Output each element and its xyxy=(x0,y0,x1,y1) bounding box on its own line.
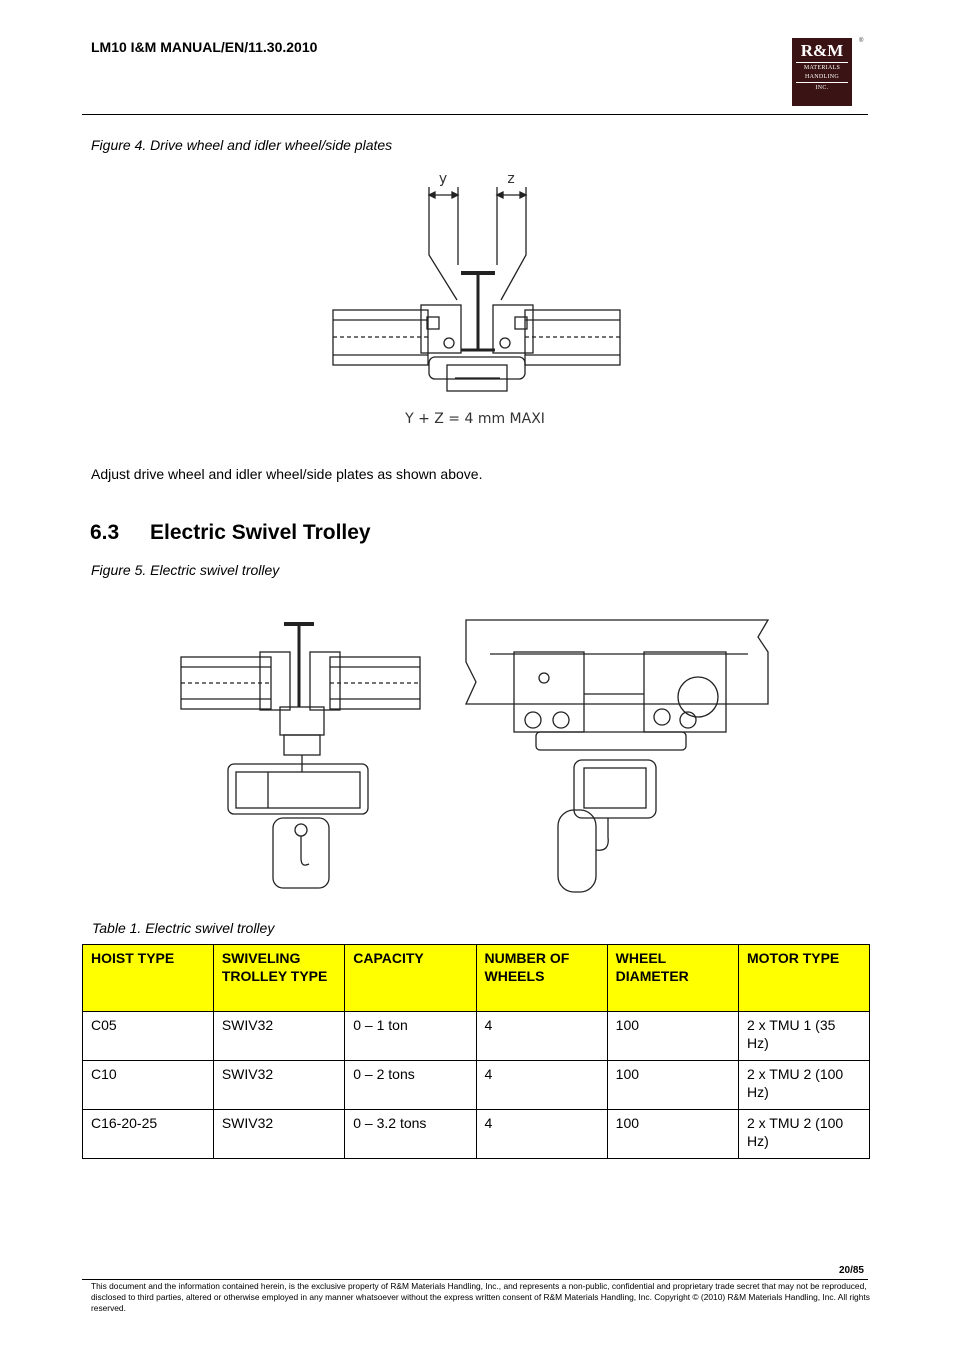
table-row xyxy=(83,1110,870,1159)
header-wheel-diameter: WHEEL DIAMETER xyxy=(607,945,738,1012)
figure-5-caption: Figure 5. Electric swivel trolley xyxy=(91,562,280,578)
logo-line-3: INC. xyxy=(796,82,848,92)
cell-wheel-count: 4 xyxy=(476,1110,607,1159)
section-number: 6.3 xyxy=(90,521,120,544)
cell-hoist-type: C10 xyxy=(83,1061,214,1110)
cell-wheel-diameter: 100 xyxy=(607,1061,738,1110)
cell-trolley-type: SWIV32 xyxy=(213,1110,344,1159)
cell-capacity: 0 – 1 ton xyxy=(345,1012,476,1061)
page-number: 20/85 xyxy=(838,1265,864,1276)
company-logo xyxy=(792,38,852,106)
cell-wheel-count: 4 xyxy=(476,1061,607,1110)
cell-motor-type: 2 x TMU 1 (35 Hz) xyxy=(738,1012,869,1061)
table-1-caption: Table 1. Electric swivel trolley xyxy=(92,920,275,936)
header-motor-type: MOTOR TYPE xyxy=(738,945,869,1012)
table-row xyxy=(83,1012,870,1061)
header-trolley-type: SWIVELING TROLLEY TYPE xyxy=(213,945,344,1012)
cell-motor-type: 2 x TMU 2 (100 Hz) xyxy=(738,1110,869,1159)
figure-4-label-z: z xyxy=(507,171,515,187)
table-row xyxy=(83,1061,870,1110)
cell-wheel-count: 4 xyxy=(476,1012,607,1061)
header-wheel-count: NUMBER OF WHEELS xyxy=(476,945,607,1012)
cell-motor-type: 2 x TMU 2 (100 Hz) xyxy=(738,1061,869,1110)
section-heading xyxy=(90,521,371,545)
cell-capacity: 0 – 2 tons xyxy=(345,1061,476,1110)
cell-hoist-type: C05 xyxy=(83,1012,214,1061)
specification-table xyxy=(82,944,870,1159)
header-capacity: CAPACITY xyxy=(345,945,476,1012)
table-header-row xyxy=(83,945,870,1012)
body-paragraph: Adjust drive wheel and idler wheel/side plates as shown above. xyxy=(91,466,483,482)
figure-4-formula: Y + Z = 4 mm MAXI xyxy=(405,411,545,427)
figure-5-drawing xyxy=(178,612,776,907)
cell-trolley-type: SWIV32 xyxy=(213,1061,344,1110)
registered-mark: ® xyxy=(859,38,864,44)
cell-wheel-diameter: 100 xyxy=(607,1012,738,1061)
logo-main: R&M xyxy=(800,41,844,60)
logo-line-2: HANDLING xyxy=(804,74,840,80)
header-hoist-type: HOIST TYPE xyxy=(83,945,214,1012)
cell-hoist-type: C16-20-25 xyxy=(83,1110,214,1159)
header-divider xyxy=(82,114,868,115)
figure-4-drawing xyxy=(325,165,625,435)
footer-legal-text: This document and the information contained herein, is the exclusive property of R&M Materials Handling, Inc., and represents a non-public, confidential and proprietary trade secret that may not be reproduced, disclosed to third parties, altered or otherwise employed in any manner whatsoever without the express written consent of R&M Materials Handling, Inc. Copyright © (2010) R&M Materials Handling, Inc. All rights reserved. xyxy=(91,1281,870,1313)
figure-4-label-y: y xyxy=(438,171,448,187)
cell-trolley-type: SWIV32 xyxy=(213,1012,344,1061)
section-title: Electric Swivel Trolley xyxy=(150,521,371,544)
cell-wheel-diameter: 100 xyxy=(607,1110,738,1159)
footer-divider xyxy=(82,1279,868,1280)
document-title: LM10 I&M MANUAL/EN/11.30.2010 xyxy=(91,39,318,55)
figure-4-caption: Figure 4. Drive wheel and idler wheel/side plates xyxy=(91,137,393,153)
cell-capacity: 0 – 3.2 tons xyxy=(345,1110,476,1159)
logo-line-1: MATERIALS xyxy=(796,62,848,72)
